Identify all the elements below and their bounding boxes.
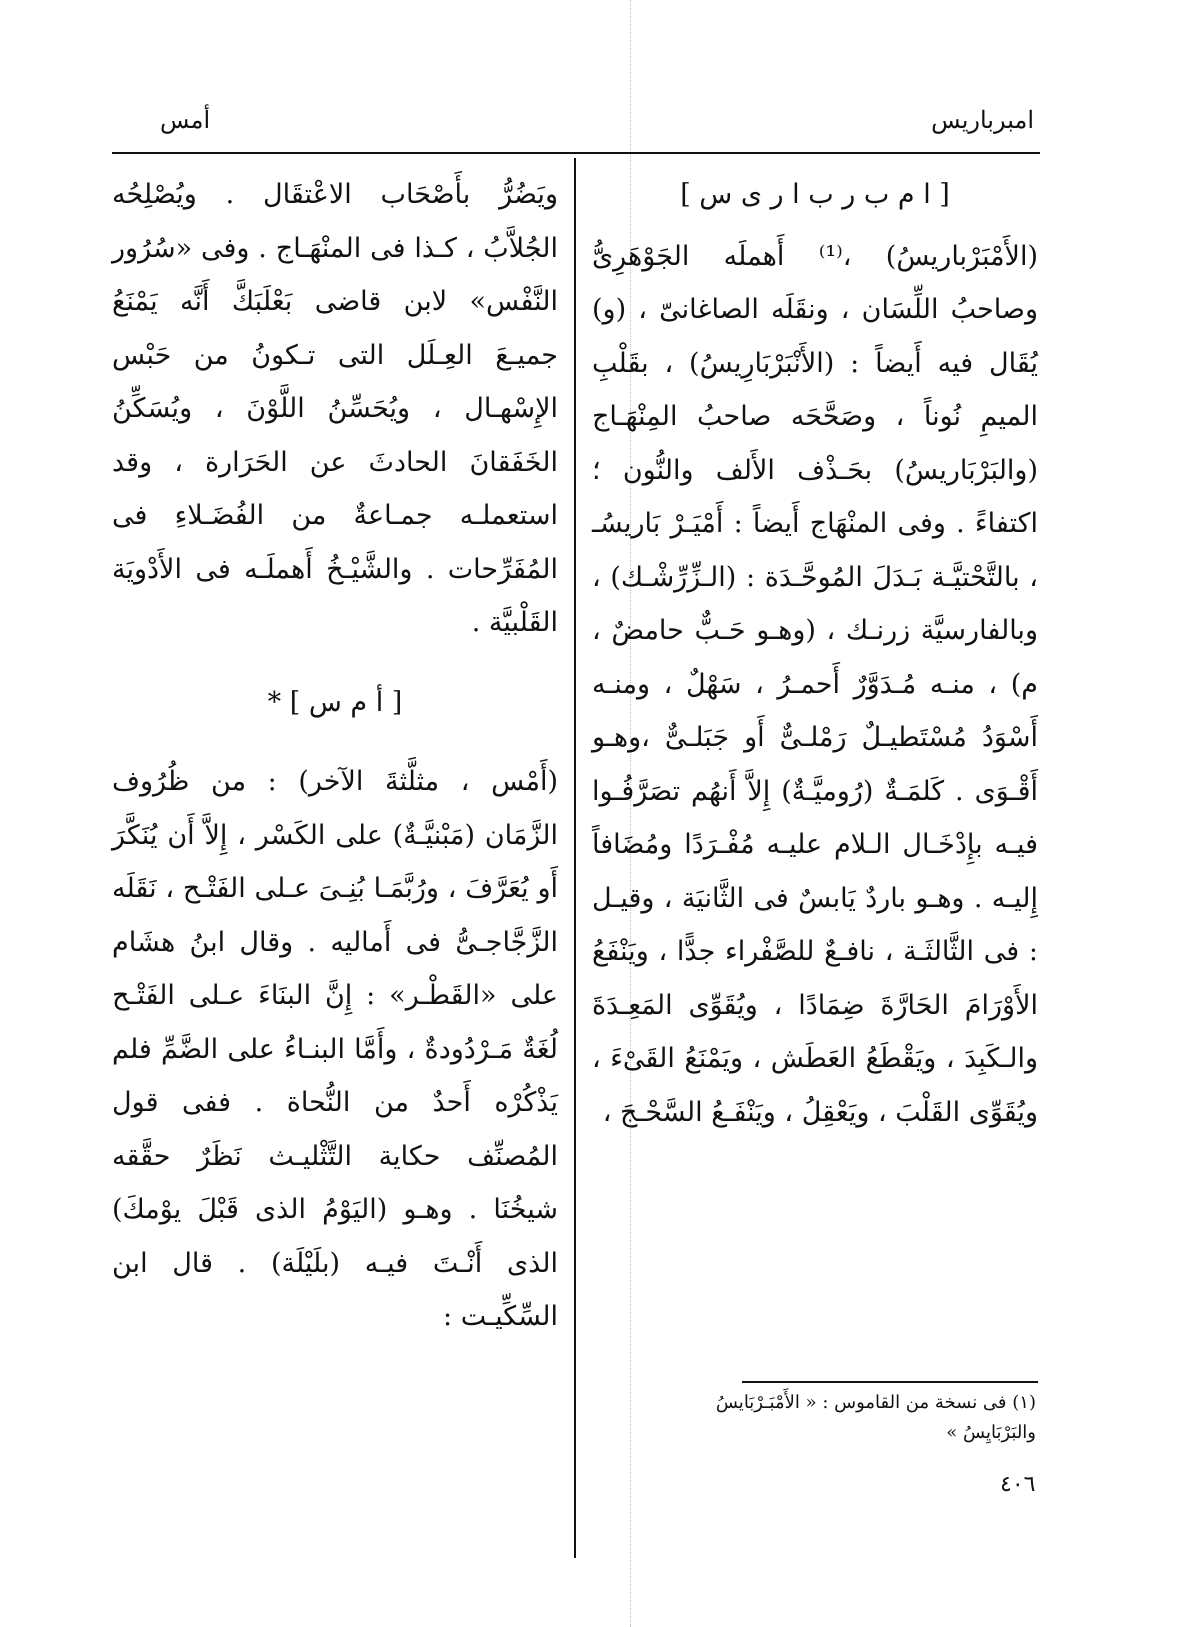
page-number: ٤٠٦	[1000, 1472, 1036, 1497]
footnote-rule	[742, 1381, 1038, 1383]
left-column	[112, 168, 558, 1344]
right-column	[592, 168, 1038, 1139]
column-divider	[574, 158, 576, 1558]
entry-title-ams: [ أ م س ] *	[267, 686, 403, 718]
running-header-right: امبرباريس	[931, 106, 1034, 134]
continuation-text: ويَضُرُّ بأَصْحَاب الاعْتقَال . ويُصْلِحُه الجُلاَّبُ ، كـذا فى المنْهَـاج . وفى «سُرُور النَّفْس» لابن قاضى بَعْلَبَكَّ أَنَّه يَمْنَعُ جميـعَ العِـلَل التى تـكونُ من حَبْس الإِسْهـال ، ويُحَسِّنُ اللَّوْنَ ، ويُسَكِّنُ الخَفَقانَ الحادثَ عن الحَرَارة ، وقد استعملـه جمـاعةٌ من الفُضَـلاءِ فى المُفَرِّحات . والشَّيْـخُ أَهملَـه فى الأَدْويَة القَلْبيَّة .	[112, 179, 558, 638]
running-header-left: أمس	[160, 106, 211, 134]
footnote: (١) فى نسخة من القاموس : « الأَمْبَـرْبَايسُ والبَرْبَايِسُ »	[715, 1392, 1036, 1443]
header-rule	[112, 152, 1040, 154]
entry-text-ambarbaris: (الأَمْبَرْباريسُ) ،⁽¹⁾ أَهملَه الجَوْهَرِىُّ وصاحبُ اللِّسَان ، ونقَلَه الصاغانىّ ، (و) يُقَال فيه أَيضاً : (الأَنْبَرْبَارِيسُ) ، بقَلْبِ الميمِ نُوناً ، وصَحَّحَه صاحبُ المِنْهَـاج (والبَرْبَاريسُ) بحَـذْف الأَلف والنُّون ؛ اكتفاءً . وفى المنْهَاج أَيضاً : أَمْيَـرْ بَاريسُـ ، بالتَّحْتيَّـة بَـدَلَ المُوحَّـدَة : (الـزِّرِّشْـك) ، وبالفارسيَّة زرنـك ، (وهـو حَـبٌّ حامضٌ ، م) ، منـه مُـدَوَّرٌ أَحمـرُ ، سَهْلٌ ، ومنـه أَسْوَدُ مُسْتَطيـلٌ رَمْلـىٌّ أَو جَبَلـىٌّ ،وهـو أَقْـوَى . كَلمَـةٌ (رُوميَّـةٌ) إِلاَّ أَنهُم تصَرَّفُـوا فيـه بإِدْخَـال الـلام عليـه مُفْـرَدًا ومُضَافاً إِليـه . وهـو باردٌ يَابسٌ فى الثَّانيَة ، وقيـل : فى الثَّالثَـة ، نافـعٌ للصَّفْراء جدًّا ، ويَنْفَعُ الأَوْرَامَ الحَارَّةَ ضِمَادًا ، ويُقَوِّى المَعِـدَةَ والـكَبِدَ ، ويَقْطَعُ العَطَش ، ويَمْنَعُ القَىْءَ ، ويُقَوِّى القَلْبَ ، ويَعْقِلُ ، ويَنْفَـعُ السَّحْـجَ ،	[592, 240, 1038, 1128]
entry-title-ambarbaris: [ ا م ب ر ب ا ر ى س ]	[680, 179, 950, 210]
entry-text-ams: (أَمْس ، مثلَّثةَ الآخر) : من ظُرُوف الزَّمَان (مَبْنيَّـةٌ) على الكَسْر ، إِلاَّ أَن يُنَكَّرَ أَو يُعَرَّفَ ، ورُبَّمَـا بُنِـىَ عـلى الفَتْـح ، نَقَلَه الزَّجَّاجـىُّ فى أَماليه . وقال ابنُ هشَام على «القَطْـر» : إِنَّ البنَاءَ عـلى الفَتْـح لُغَةٌ مَـرْدُودةٌ ، وأَمَّا البنـاءُ على الضَّمِّ فلم يَذْكُرْه أَحدٌ من النُّحاة . ففى قول المُصنِّف حكاية التَّثْليـث نَظَرٌ حقَّقه شيخُنَا . وهـو (اليَوْمُ الذى قَبْلَ يوْمكَ) الذى أَنْـتَ فيـه (بلَيْلَة) . قال ابن السِّكِّيـت :	[112, 766, 558, 1332]
